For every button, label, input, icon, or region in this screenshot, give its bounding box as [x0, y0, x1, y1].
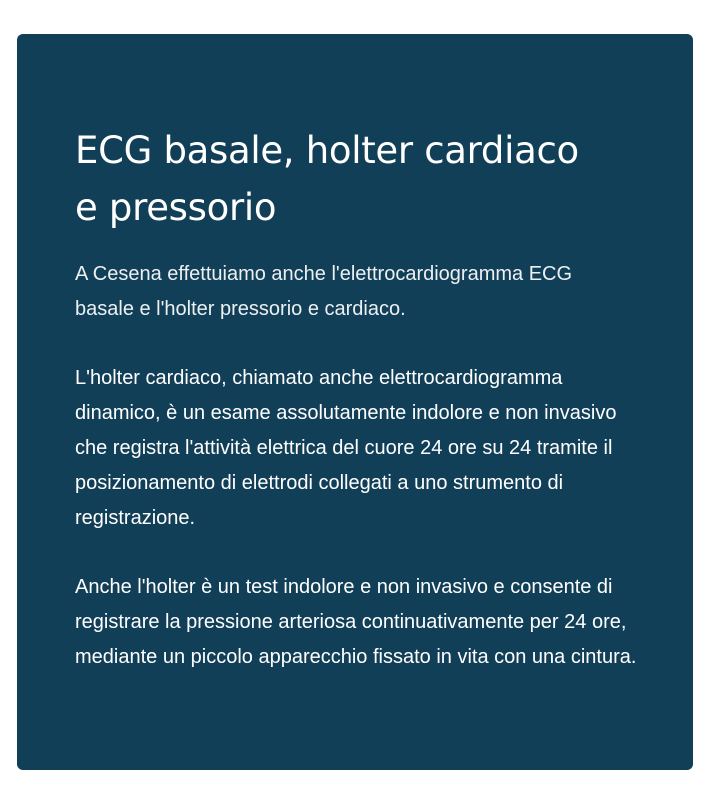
- paragraph-holter-pressorio: Anche l'holter è un test indolore e non invasivo e consente di registrare la pressione arteriosa continuativamente per 24 ore, mediante un piccolo apparecchio fissato in vita con una cintura.: [75, 575, 637, 668]
- paragraph-holter-cardiaco: L'holter cardiaco, chiamato anche elettrocardiogramma dinamico, è un esame assolutamente indolore e non invasivo che registra l'attività elettrica del cuore 24 ore su 24 tramite il posizionamento di elettrodi collegati a uno strumento di registrazione.: [75, 366, 617, 529]
- info-card: [17, 34, 693, 770]
- intro-text: A Cesena effettuiamo anche l'elettrocardiogramma ECG basale e l'holter pressorio e cardiaco.: [75, 262, 573, 320]
- card-title: ECG basale, holter cardiaco e pressorio: [75, 129, 579, 230]
